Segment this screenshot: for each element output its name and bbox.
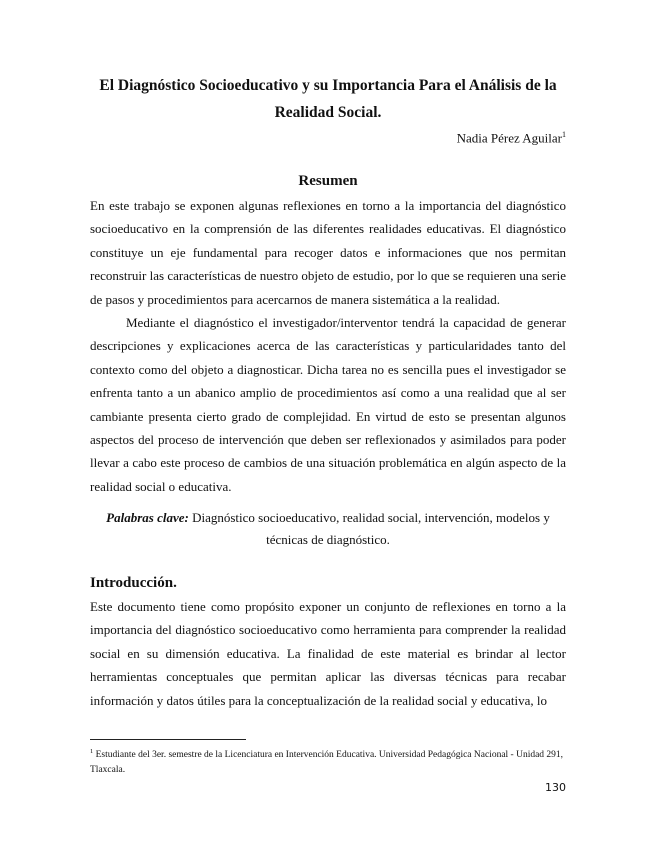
footnote-text: Estudiante del 3er. semestre de la Licenciatura en Intervención Educativa. Universidad Pedagógica Nacional - Unidad 291, Tlaxcala. [90,750,564,775]
footnote-divider [90,739,246,740]
author-name: Nadia Pérez Aguilar [456,130,562,146]
intro-paragraph: Este documento tiene como propósito exponer un conjunto de reflexiones en torno a la importancia del diagnóstico socioeducativo como herramienta para comprender la realidad social en su dimensión educativa. La finalidad de este material es brindar al lector herramientas conceptuales que permitan aplicar las diversas técnicas para recabar información y datos útiles para la conceptualización de la realidad social y educativa, lo [90,599,566,708]
author-footnote-mark: 1 [562,130,566,139]
page-number: 130 [545,781,566,794]
keywords-label: Palabras clave: [106,510,189,525]
abstract-heading: Resumen [298,173,358,189]
abstract-paragraph-1: En este trabajo se exponen algunas reflexiones en torno a la importancia del diagnóstico socioeducativo en la comprensión de las diferentes realidades educativas. El diagnóstico constituye un eje fundamental para recoger datos e informaciones que nos permitan reconstruir las características de nuestro objeto de estudio, por lo que se requieren una serie de pasos y procedimientos para acercarnos de manera sistemática a la realidad. [90,198,566,307]
paper-title: El Diagnóstico Socioeducativo y su Importancia Para el Análisis de la Realidad Social. [99,77,557,121]
keywords-text: Diagnóstico socioeducativo, realidad social, intervención, modelos y técnicas de diagnóstico. [192,510,550,547]
abstract-paragraph-2: Mediante el diagnóstico el investigador/interventor tendrá la capacidad de generar descripciones y explicaciones acerca de las características y particularidades tanto del contexto como del objeto a diagnosticar. Dicha tarea no es sencilla pues el investigador se enfrenta tanto a un abanico amplio de procedimientos así como a una realidad que al ser cambiante presenta cierto grado de complejidad. En virtud de esto se presentan algunos aspectos del proceso de intervención que deben ser reflexionados y asimilados para poder llevar a cabo este proceso de cambios de una situación problemática en algún aspecto de la realidad social o educativa. [90,315,566,494]
intro-heading: Introducción. [90,575,177,591]
author-line [457,126,566,147]
footnote-mark: 1 [90,748,94,755]
footnote [90,745,566,777]
keywords [100,507,556,551]
